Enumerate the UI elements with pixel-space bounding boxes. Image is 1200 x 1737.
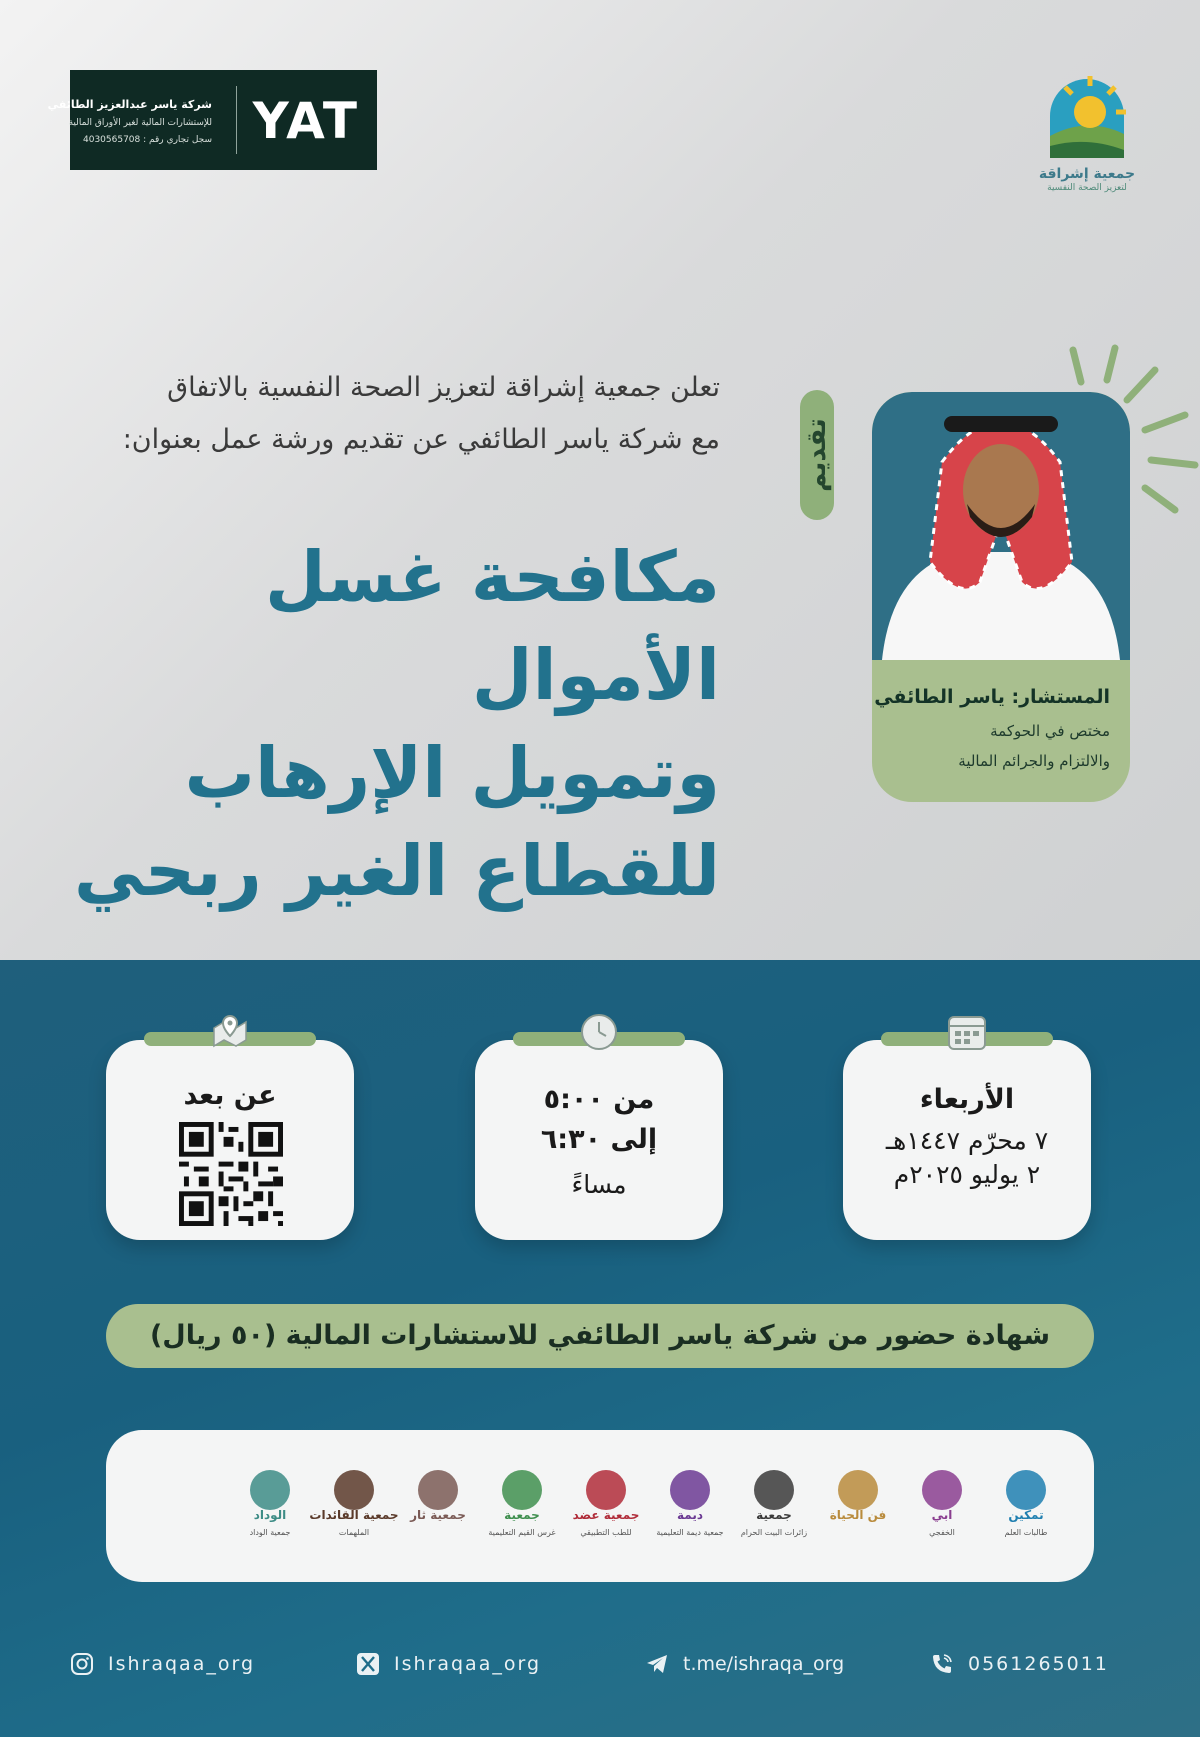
title-line-1: مكافحة غسل الأموال [265,536,720,716]
date-hijri: ٧ محرّم ١٤٤٧هـ [885,1126,1049,1155]
time-from: من ٥:٠٠ [543,1084,655,1115]
telegram-link: t.me/ishraqa_org [683,1653,845,1675]
instagram-icon [70,1652,94,1676]
partner-emblem-icon [418,1470,458,1510]
telegram-icon [645,1652,669,1676]
time-period: مساءً [571,1170,627,1199]
partner-logo [734,1470,814,1550]
time-card [475,1040,723,1240]
partner-logo [398,1470,478,1550]
partner-subtitle: غرس القيم التعليمية [488,1528,556,1537]
partner-subtitle: للطب التطبيقي [580,1528,632,1537]
partner-name: جمعية [756,1508,792,1522]
partners-strip [106,1430,1094,1582]
partner-logo [818,1470,898,1550]
yat-logo [47,70,377,170]
yat-mark: YAT [252,92,359,150]
speaker-card [872,392,1130,802]
partner-emblem-icon [334,1470,374,1510]
phone-number: 0561265011 [968,1653,1109,1675]
yat-company: شركة ياسر عبدالعزيز الطائفي [47,98,212,111]
partner-logo [650,1470,730,1550]
qr-code[interactable] [179,1122,283,1226]
partner-logo [986,1470,1066,1550]
title-line-2: وتمويل الإرهاب [184,732,720,814]
location-label: عن بعد [183,1080,277,1111]
partner-emblem-icon [250,1470,290,1510]
speaker-role-2: والالتزام والجرائم المالية [958,752,1110,770]
date-day: الأربعاء [919,1084,1015,1115]
x-icon [356,1652,380,1676]
map-pin-icon [210,1012,250,1052]
partner-name: جمعية ثار [410,1508,466,1522]
presented-by-label [800,390,834,520]
intro-line-1: تعلن جمعية إشراقة لتعزيز الصحة النفسية بالاتفاق [167,372,720,403]
partner-logo [482,1470,562,1550]
yat-tagline: للإستشارات المالية لغير الأوراق المالية [68,118,212,128]
partner-name: تمكين [1008,1508,1044,1522]
ishraqa-tagline: لتعزيز الصحة النفسية [1047,183,1127,193]
phone-icon [930,1652,954,1676]
yat-divider [236,86,237,154]
partner-emblem-icon [670,1470,710,1510]
partner-emblem-icon [586,1470,626,1510]
partner-name: جمعية القائدات [309,1508,399,1522]
partner-logo [309,1470,399,1550]
intro-text [60,362,720,466]
date-gregorian: ٢ يوليو ٢٠٢٥م [893,1160,1041,1189]
partner-subtitle: الملهمات [338,1528,370,1537]
date-card [843,1040,1091,1240]
speaker-role-1: مختص في الحوكمة [990,722,1110,740]
partner-name: فن الحياة [829,1508,887,1522]
ishraqa-emblem-icon [1032,66,1142,166]
certificate-text: شهادة حضور من شركة ياسر الطائفي للاستشارات المالية (٥٠ ريال) [149,1320,1051,1351]
presented-by-text: تقديم [802,418,832,492]
ishraqa-name: جمعية إشراقة [1038,166,1136,182]
ishraqa-logo [1032,66,1142,196]
clock-icon [579,1012,619,1052]
speaker-portrait-icon [872,392,1130,660]
partner-name: ديمة [677,1508,703,1522]
x-handle: Ishraqaa_org [394,1653,542,1675]
intro-line-2: مع شركة ياسر الطائفي عن تقديم ورشة عمل بعنوان: [122,424,720,455]
partner-name: جمعية عضد [572,1508,640,1522]
speaker-name: المستشار: ياسر الطائفي [874,686,1110,708]
partner-subtitle: جمعية الوداد [249,1528,291,1537]
partner-name: الوداد [253,1508,287,1522]
time-to: إلى ٦:٣٠ [540,1124,658,1155]
yat-registry: سجل تجاري رقم : 4030565708 [83,135,212,145]
partner-emblem-icon [838,1470,878,1510]
location-card [106,1040,354,1240]
calendar-icon [947,1012,987,1052]
certificate-banner [106,1304,1094,1368]
partner-emblem-icon [1006,1470,1046,1510]
title-line-3: للقطاع الغير ربحي [73,830,720,912]
partner-subtitle: زائرات البيت الحرام [740,1528,808,1537]
partner-logo [230,1470,310,1550]
partner-subtitle: طالبات العلم [1004,1528,1048,1537]
workshop-title [60,528,720,920]
speaker-photo [872,392,1130,660]
partner-name: جمعية [504,1508,540,1522]
instagram-handle: Ishraqaa_org [108,1653,256,1675]
partner-emblem-icon [754,1470,794,1510]
partner-emblem-icon [922,1470,962,1510]
partner-subtitle: جمعية ديمة التعليمية [656,1528,724,1537]
partner-logo [566,1470,646,1550]
partner-emblem-icon [502,1470,542,1510]
partner-logo [902,1470,982,1550]
partner-subtitle: الخفجي [929,1528,955,1537]
partner-name: ابي [931,1508,953,1522]
